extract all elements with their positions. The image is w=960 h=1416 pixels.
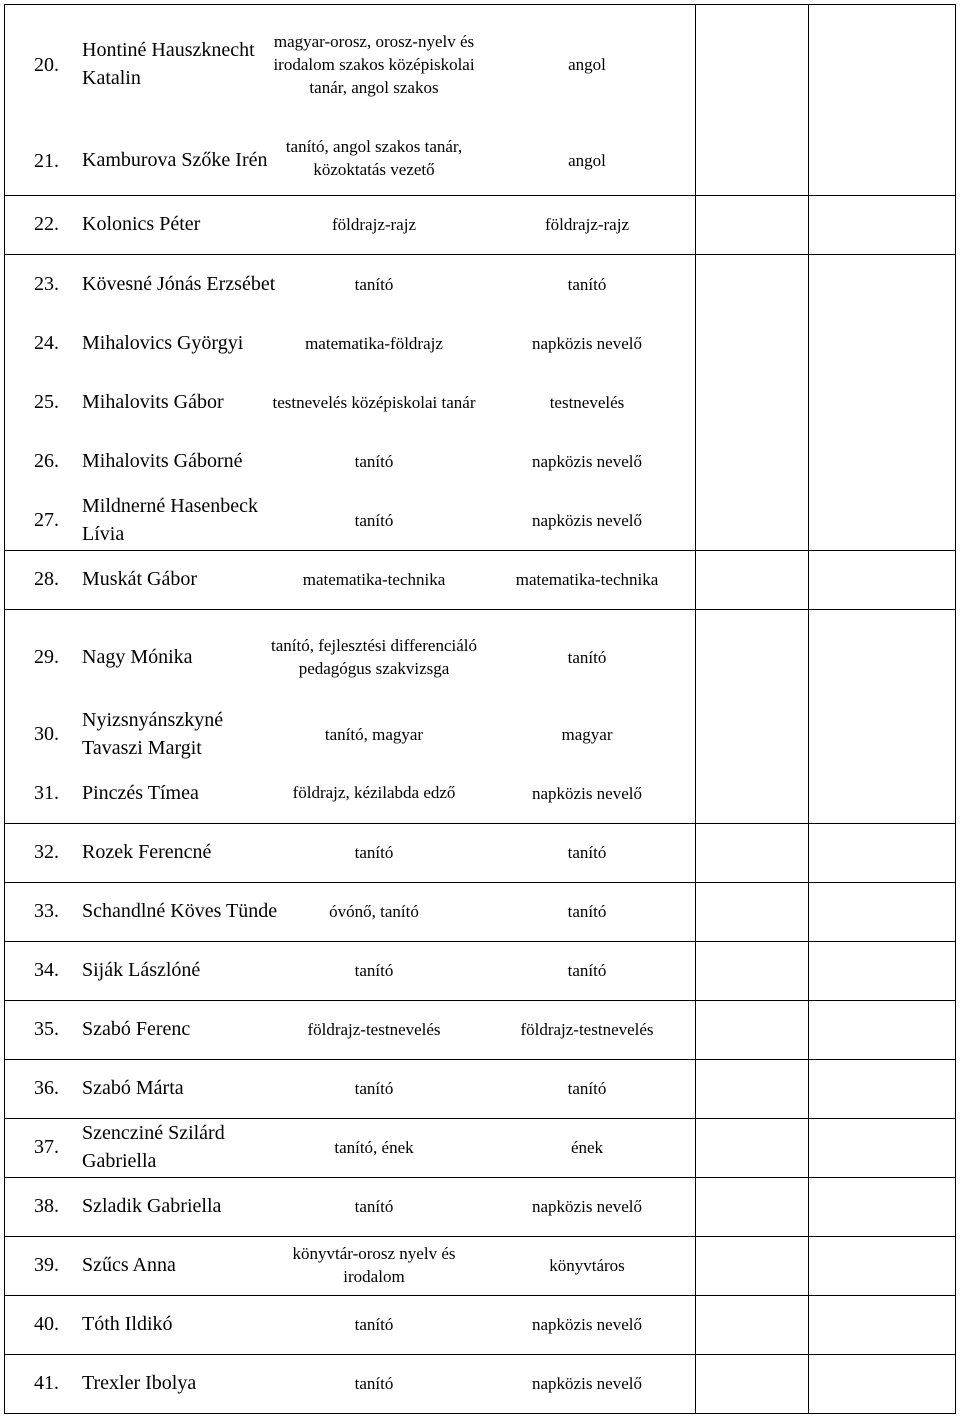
- subject: földrajz-rajz: [545, 214, 629, 234]
- subject: tanító: [567, 647, 607, 667]
- subject: tanító: [567, 901, 607, 921]
- row-number: 37.: [34, 1135, 59, 1158]
- qualification: tanító: [354, 1373, 394, 1393]
- qualification: földrajz, kézilabda edző: [292, 782, 456, 802]
- qualification: tanító: [354, 510, 394, 530]
- subject: magyar: [561, 724, 613, 744]
- qualification: tanító, angol szakos tanár, közoktatás vezető: [285, 137, 463, 179]
- row-number: 34.: [34, 958, 59, 981]
- grid-line: [4, 1354, 956, 1355]
- grid-line: [4, 4, 956, 5]
- row-number: 29.: [34, 645, 59, 668]
- subject: angol: [568, 150, 606, 170]
- subject: napközis nevelő: [532, 1314, 642, 1334]
- qualification: tanító: [354, 1314, 394, 1334]
- row-number: 32.: [34, 840, 59, 863]
- teacher-name: Mihalovics Györgyi: [82, 332, 244, 354]
- row-number: 38.: [34, 1194, 59, 1217]
- row-number: 23.: [34, 272, 59, 295]
- row-number: 36.: [34, 1076, 59, 1099]
- qualification: tanító: [354, 960, 394, 980]
- grid-line: [4, 609, 956, 610]
- grid-line: [955, 4, 956, 1414]
- row-number: 22.: [34, 212, 59, 235]
- teacher-name: Mihalovits Gáborné: [82, 450, 243, 472]
- row-number: 20.: [34, 53, 59, 76]
- teacher-name: Rozek Ferencné: [82, 841, 212, 863]
- qualification: tanító: [354, 842, 394, 862]
- row-number: 28.: [34, 567, 59, 590]
- qualification: magyar-orosz, orosz-nyelv és irodalom szakos középiskolai tanár, angol szakos: [273, 31, 475, 97]
- teacher-name: Siják Lászlóné: [82, 959, 201, 981]
- teacher-name: Hontiné Hauszknecht Katalin: [82, 39, 255, 89]
- teacher-name: Tóth Ildikó: [82, 1313, 173, 1335]
- subject: tanító: [567, 960, 607, 980]
- qualification: tanító: [354, 1078, 394, 1098]
- qualification: tanító: [354, 274, 394, 294]
- teacher-name: Kövesné Jónás Erzsébet: [82, 273, 276, 295]
- teacher-name: Szencziné Szilárd Gabriella: [82, 1122, 225, 1172]
- teacher-name: Mihalovits Gábor: [82, 391, 224, 413]
- row-number: 35.: [34, 1017, 59, 1040]
- teacher-name: Schandlné Köves Tünde: [82, 900, 278, 922]
- subject: földrajz-testnevelés: [520, 1019, 654, 1039]
- grid-line: [4, 1000, 956, 1001]
- qualification: földrajz-testnevelés: [307, 1019, 441, 1039]
- qualification: könyvtár-orosz nyelv és irodalom: [292, 1244, 456, 1286]
- qualification: tanító: [354, 1196, 394, 1216]
- teacher-name: Trexler Ibolya: [82, 1372, 197, 1394]
- row-number: 25.: [34, 390, 59, 413]
- teacher-name: Szabó Ferenc: [82, 1018, 191, 1040]
- grid-line: [4, 195, 956, 196]
- row-number: 30.: [34, 722, 59, 745]
- qualification: tanító: [354, 451, 394, 471]
- grid-line: [808, 4, 809, 1414]
- row-number: 27.: [34, 508, 59, 531]
- subject: napközis nevelő: [532, 783, 642, 803]
- teacher-name: Szűcs Anna: [82, 1254, 176, 1276]
- grid-line: [4, 550, 956, 551]
- grid-line: [4, 941, 956, 942]
- row-number: 40.: [34, 1312, 59, 1335]
- subject: tanító: [567, 842, 607, 862]
- subject: napközis nevelő: [532, 510, 642, 530]
- row-number: 33.: [34, 899, 59, 922]
- teacher-name: Nagy Mónika: [82, 646, 193, 668]
- teacher-name: Szabó Márta: [82, 1077, 184, 1099]
- teacher-name: Szladik Gabriella: [82, 1195, 222, 1217]
- qualification: matematika-technika: [302, 569, 446, 589]
- subject: matematika-technika: [515, 569, 659, 589]
- qualification: tanító, magyar: [324, 724, 424, 744]
- subject: könyvtáros: [549, 1255, 625, 1275]
- teacher-name: Pinczés Tímea: [82, 782, 199, 804]
- subject: tanító: [567, 1078, 607, 1098]
- subject: ének: [570, 1137, 604, 1157]
- qualification: testnevelés középiskolai tanár: [272, 392, 476, 412]
- grid-line: [4, 4, 5, 1414]
- grid-line: [4, 1059, 956, 1060]
- subject: napközis nevelő: [532, 451, 642, 471]
- row-number: 31.: [34, 781, 59, 804]
- row-number: 26.: [34, 449, 59, 472]
- grid-line: [4, 823, 956, 824]
- subject: napközis nevelő: [532, 1373, 642, 1393]
- teacher-name: Kamburova Szőke Irén: [82, 149, 268, 171]
- qualification: földrajz-rajz: [332, 214, 416, 234]
- subject: napközis nevelő: [532, 333, 642, 353]
- grid-line: [4, 1236, 956, 1237]
- subject: testnevelés: [549, 392, 625, 412]
- grid-line: [4, 1413, 956, 1414]
- teacher-name: Muskát Gábor: [82, 568, 197, 590]
- row-number: 41.: [34, 1371, 59, 1394]
- row-number: 39.: [34, 1253, 59, 1276]
- teacher-name: Mildnerné Hasenbeck Lívia: [82, 495, 259, 545]
- teacher-name: Nyizsnyánszkyné Tavaszi Margit: [82, 709, 224, 759]
- qualification: tanító, fejlesztési differenciáló pedagógus szakvizsga: [271, 636, 477, 678]
- subject: angol: [568, 54, 606, 74]
- qualification: óvónő, tanító: [329, 901, 419, 921]
- subject: napközis nevelő: [532, 1196, 642, 1216]
- row-number: 24.: [34, 331, 59, 354]
- row-number: 21.: [34, 149, 59, 172]
- grid-line: [4, 1295, 956, 1296]
- qualification: tanító, ének: [334, 1137, 414, 1157]
- grid-line: [4, 254, 956, 255]
- grid-line: [4, 1177, 956, 1178]
- teacher-name: Kolonics Péter: [82, 213, 201, 235]
- qualification: matematika-földrajz: [305, 333, 443, 353]
- subject: tanító: [567, 274, 607, 294]
- grid-line: [695, 4, 696, 1414]
